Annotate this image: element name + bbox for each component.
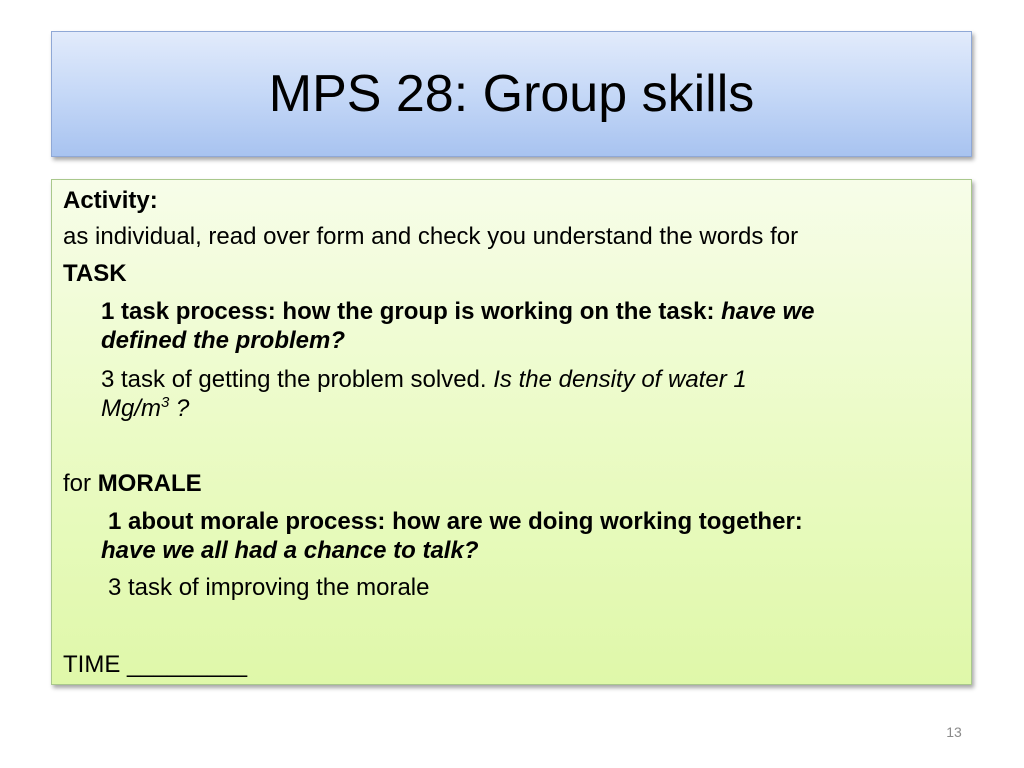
task-item-1-line-1 — [101, 297, 815, 326]
task-item-1-question-start: have we — [721, 298, 815, 325]
page-number: 13 — [946, 724, 962, 740]
morale-item-1-text: 1 about morale process: how are we doing working together: — [108, 508, 803, 535]
task-item-1-question-end: defined the problem? — [101, 327, 346, 354]
question-end: ? — [169, 395, 190, 422]
task-item-3-question: Is the density of water 1 — [493, 366, 747, 393]
task-heading: TASK — [63, 260, 127, 287]
time-line: TIME _________ — [63, 651, 248, 678]
intro-line: as individual, read over form and check you understand the words for — [63, 223, 799, 250]
task-item-3-line-2 — [101, 394, 189, 423]
task-item-3-line-1 — [101, 365, 747, 394]
morale-item-1-question: have we all had a chance to talk? — [101, 537, 479, 564]
task-item-1-text: 1 task process: how the group is working on the task: — [101, 298, 722, 325]
morale-heading: MORALE — [97, 470, 202, 497]
morale-line — [63, 469, 202, 498]
unit-superscript: 3 — [161, 394, 170, 411]
activity-label: Activity: — [63, 187, 158, 214]
slide-body-box — [51, 179, 972, 685]
task-item-3-text: 3 task of getting the problem solved. — [101, 366, 494, 393]
morale-prefix: for — [63, 470, 98, 497]
morale-item-3: 3 task of improving the morale — [108, 574, 430, 601]
density-unit: Mg/m — [101, 395, 161, 422]
slide-title: MPS 28: Group skills — [268, 65, 755, 123]
slide-title-box — [51, 31, 972, 157]
